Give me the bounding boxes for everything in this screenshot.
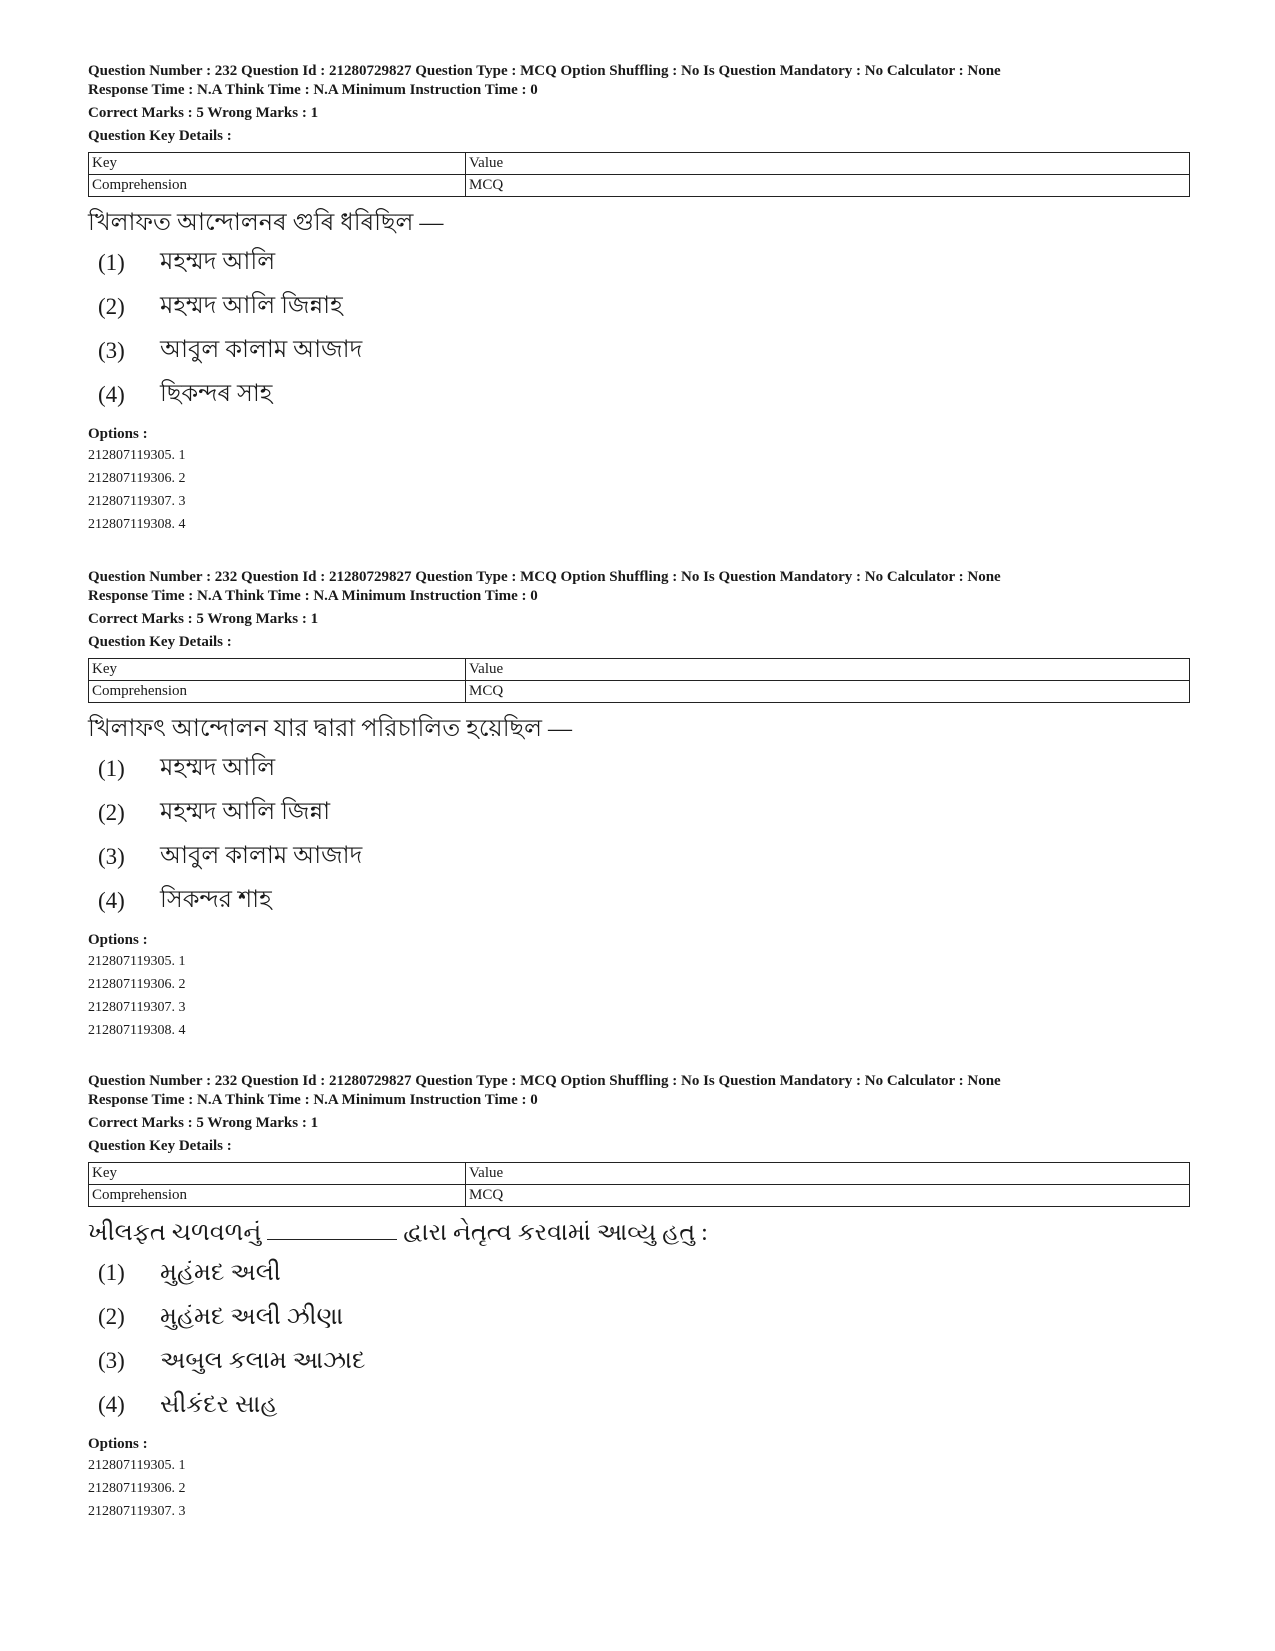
question-text-part: খিলাফৎ আন্দোলন যার দ্বারা পরিচালিত হয়েছিল — [88, 716, 572, 742]
question-meta-line: Question Number : 232 Question Id : 21280729827 Question Type : MCQ Option Shuffling : No Is Question Mandatory : No Calculator : None [88, 569, 1001, 585]
option-label: ছিকন্দৰ সাহ [160, 381, 273, 407]
question-meta-line: Question Number : 232 Question Id : 21280729827 Question Type : MCQ Option Shuffling : No Is Question Mandatory : No Calculator : None [88, 63, 1001, 79]
options-label: Options : [88, 426, 148, 442]
option-label: সিকন্দর শাহ [160, 887, 272, 913]
option-id: 212807119308. 4 [88, 517, 186, 532]
option-id: 212807119306. 2 [88, 1481, 186, 1496]
option-number: (3) [98, 338, 125, 363]
option-number: (1) [98, 756, 125, 781]
option-label: মহম্মদ আলি জিন্না [160, 799, 331, 825]
table-cell-value: MCQ [466, 175, 1190, 197]
option-number: (2) [98, 1304, 125, 1329]
key-value-table [88, 658, 1190, 703]
table-header-row [89, 153, 1190, 175]
table-header-key: Key [89, 1163, 466, 1185]
option-number: (2) [98, 294, 125, 319]
option-item [88, 747, 1188, 791]
option-id: 212807119307. 3 [88, 494, 186, 509]
option-item [88, 1383, 1188, 1427]
option-label: মহম্মদ আলি জিন্নাহ [160, 293, 343, 319]
question-block-2 [88, 568, 1188, 1042]
option-id: 212807119307. 3 [88, 1504, 186, 1519]
table-cell-key: Comprehension [89, 175, 466, 197]
question-meta-line: Question Number : 232 Question Id : 21280729827 Question Type : MCQ Option Shuffling : No Is Question Mandatory : No Calculator : None [88, 1073, 1001, 1089]
option-label: মহম্মদ আলি [160, 249, 276, 275]
marks-line: Correct Marks : 5 Wrong Marks : 1 [88, 1115, 319, 1131]
key-details-label: Question Key Details : [88, 634, 232, 650]
key-value-table [88, 1162, 1190, 1207]
table-cell-value: MCQ [466, 681, 1190, 703]
table-header-value: Value [466, 659, 1190, 681]
table-cell-value: MCQ [466, 1185, 1190, 1207]
answer-blank [267, 1219, 397, 1240]
question-text [88, 205, 1188, 241]
table-header-row [89, 659, 1190, 681]
table-row [89, 1185, 1190, 1207]
option-id: 212807119305. 1 [88, 954, 186, 969]
option-number: (4) [98, 382, 125, 407]
question-text [88, 1215, 1188, 1251]
option-label: মহম্মদ আলি [160, 755, 276, 781]
options-label: Options : [88, 1436, 148, 1452]
option-number: (3) [98, 844, 125, 869]
option-number: (3) [98, 1348, 125, 1373]
option-label: আবুল কালাম আজাদ [160, 337, 363, 363]
option-item [88, 1251, 1188, 1295]
table-cell-key: Comprehension [89, 1185, 466, 1207]
table-header-key: Key [89, 659, 466, 681]
question-text [88, 711, 1188, 747]
key-details-label: Question Key Details : [88, 1138, 232, 1154]
option-item [88, 1295, 1188, 1339]
question-text-part: খিলাফত আন্দোলনৰ গুৰি ধৰিছিল — [88, 210, 444, 236]
option-id: 212807119305. 1 [88, 1458, 186, 1473]
option-number: (4) [98, 1392, 125, 1417]
question-text-part: ખીલફત ચળવળનું [88, 1220, 262, 1246]
question-text-part-after: દ્વારા નેતૃત્વ કરવામાં આવ્યુ હતુ : [403, 1220, 708, 1246]
option-id: 212807119306. 2 [88, 977, 186, 992]
option-id: 212807119308. 4 [88, 1023, 186, 1038]
table-header-value: Value [466, 153, 1190, 175]
key-details-label: Question Key Details : [88, 128, 232, 144]
option-item [88, 1339, 1188, 1383]
marks-line: Correct Marks : 5 Wrong Marks : 1 [88, 105, 319, 121]
table-cell-key: Comprehension [89, 681, 466, 703]
option-label: મુહંમદ અલી ઝીણા [160, 1303, 344, 1330]
option-item [88, 329, 1188, 373]
option-item [88, 373, 1188, 417]
table-header-key: Key [89, 153, 466, 175]
response-time-line: Response Time : N.A Think Time : N.A Minimum Instruction Time : 0 [88, 82, 538, 98]
option-number: (1) [98, 1260, 125, 1285]
option-item [88, 879, 1188, 923]
option-label: મુહંમદ અલી [160, 1259, 281, 1286]
response-time-line: Response Time : N.A Think Time : N.A Minimum Instruction Time : 0 [88, 1092, 538, 1108]
option-number: (4) [98, 888, 125, 913]
option-item [88, 791, 1188, 835]
option-label: સીકંદર સાહ [160, 1391, 278, 1418]
table-row [89, 175, 1190, 197]
option-item [88, 285, 1188, 329]
option-id: 212807119306. 2 [88, 471, 186, 486]
marks-line: Correct Marks : 5 Wrong Marks : 1 [88, 611, 319, 627]
question-block-3 [88, 1072, 1188, 1523]
option-label: আবুল কালাম আজাদ [160, 843, 363, 869]
key-value-table [88, 152, 1190, 197]
table-header-value: Value [466, 1163, 1190, 1185]
option-item [88, 241, 1188, 285]
option-id: 212807119305. 1 [88, 448, 186, 463]
option-label: અબુલ કલામ આઝાદ [160, 1347, 366, 1374]
response-time-line: Response Time : N.A Think Time : N.A Minimum Instruction Time : 0 [88, 588, 538, 604]
option-id: 212807119307. 3 [88, 1000, 186, 1015]
table-header-row [89, 1163, 1190, 1185]
question-block-1 [88, 62, 1188, 536]
option-item [88, 835, 1188, 879]
options-label: Options : [88, 932, 148, 948]
table-row [89, 681, 1190, 703]
option-number: (2) [98, 800, 125, 825]
option-number: (1) [98, 250, 125, 275]
